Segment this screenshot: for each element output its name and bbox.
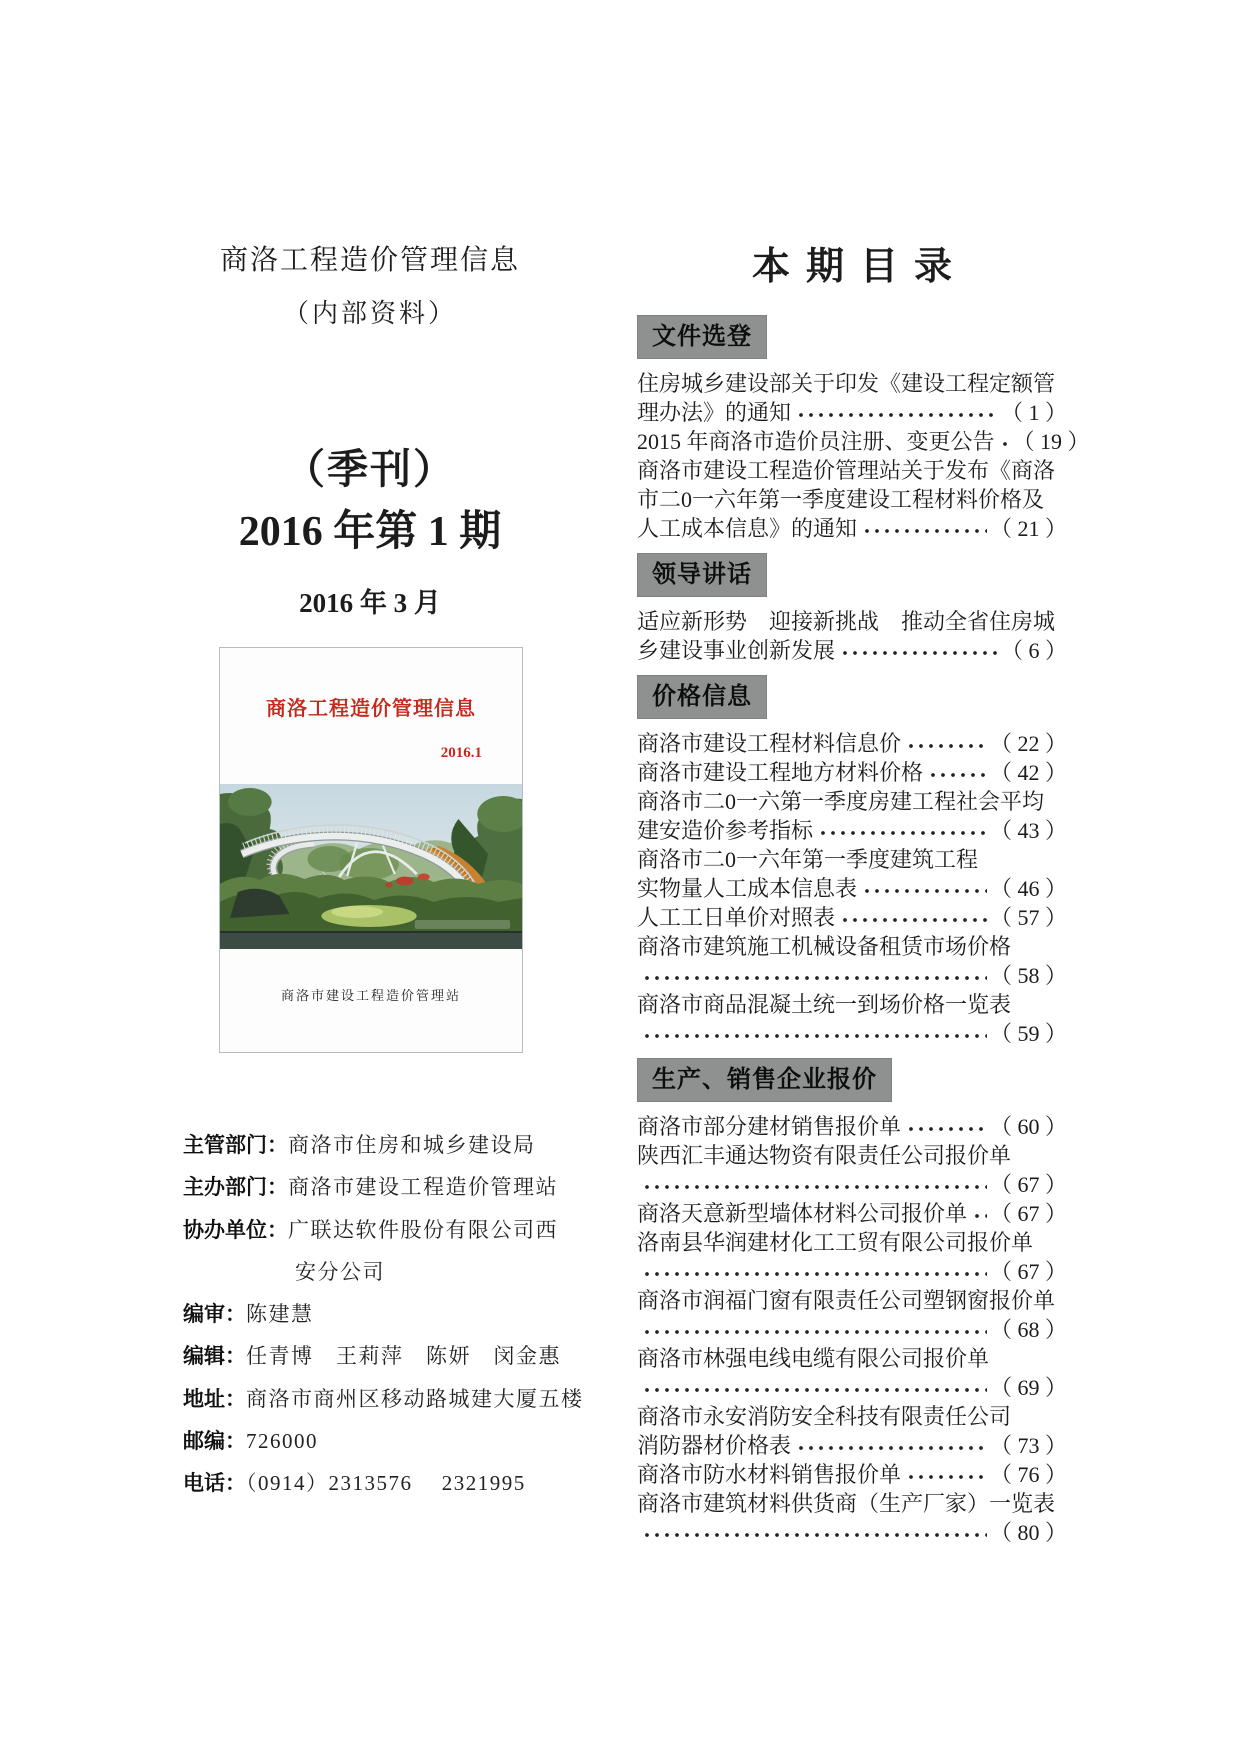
- publication-info-line: [183, 1335, 563, 1377]
- publication-info-value: 商洛市住房和城乡建设局: [288, 1133, 536, 1157]
- toc-section: [637, 543, 1067, 665]
- toc-entry-page: （ 73 ）: [989, 1433, 1067, 1458]
- dot-leader: [926, 758, 987, 787]
- publication-info-line: [183, 1420, 563, 1462]
- toc-section-lines: [637, 607, 1067, 665]
- toc-section-lines: [637, 369, 1090, 543]
- publication-info: [183, 1124, 584, 1505]
- publication-info-value: 陈建慧: [246, 1302, 314, 1327]
- toc-entry-page: （ 21 ）: [989, 516, 1067, 541]
- toc-entry-line: [637, 514, 1067, 543]
- cover-photo-illustration: [220, 784, 522, 949]
- publication-info-label: 邮编：: [183, 1430, 246, 1454]
- toc-entry-text: 市二0一六年第一季度建设工程材料价格及: [637, 487, 1045, 512]
- issue-date: 2016 年 3 月: [299, 588, 441, 618]
- toc-entry-line: [637, 1373, 1067, 1402]
- toc-sections: [637, 315, 1090, 1547]
- toc-entry-text: 商洛市润福门窗有限责任公司塑钢窗报价单: [637, 1288, 1056, 1313]
- toc-entry-text: 商洛市林强电线电缆有限公司报价单: [637, 1346, 990, 1371]
- toc-entry-line: [637, 845, 1067, 874]
- toc-section: [637, 1048, 1067, 1547]
- publication-info-label: 主管部门：: [183, 1134, 288, 1157]
- toc-entry-text: 2015 年商洛市造价员注册、变更公告: [637, 429, 995, 454]
- toc-entry-page: （ 67 ）: [989, 1172, 1067, 1197]
- toc-entry-line: [637, 607, 1067, 636]
- toc-entry-page: （ 67 ）: [989, 1259, 1067, 1284]
- toc-entry-line: [637, 961, 1067, 990]
- dot-leader: [640, 1315, 987, 1344]
- toc-entry-line: [637, 932, 1067, 961]
- toc-entry-text: 商洛市永安消防安全科技有限责任公司: [637, 1404, 1012, 1429]
- dot-leader: [904, 1112, 987, 1141]
- publication-info-line: [183, 1209, 563, 1251]
- toc-entry-line: [637, 1460, 1067, 1489]
- masthead-subtitle: （内部资料）: [282, 299, 457, 328]
- toc-section-header: [637, 553, 767, 597]
- toc-entry-text: 住房城乡建设部关于印发《建设工程定额管: [637, 371, 1056, 396]
- toc-entry-line: [637, 903, 1067, 932]
- publication-info-label: 主办部门：: [183, 1176, 288, 1200]
- toc-entry-text: 人工工日单价对照表: [637, 905, 836, 930]
- publication-info-label: 协办单位：: [183, 1218, 288, 1242]
- toc-entry-line: [637, 1228, 1067, 1257]
- toc-entry-text: 商洛市建设工程地方材料价格: [637, 760, 924, 785]
- dot-leader: [838, 636, 998, 665]
- dot-leader: [640, 1170, 987, 1199]
- dot-leader: [794, 1431, 987, 1460]
- toc-section-lines: [637, 729, 1067, 1048]
- toc-entry-line: [637, 1257, 1067, 1286]
- publication-info-line: [183, 1378, 584, 1420]
- toc-section-header: [637, 315, 767, 359]
- toc-entry-line: [637, 369, 1067, 398]
- dot-leader: [640, 1257, 987, 1286]
- toc-entry-line: [637, 758, 1067, 787]
- dot-leader: [640, 1373, 987, 1402]
- toc-entry-line: [637, 787, 1067, 816]
- toc-entry-page: （ 68 ）: [989, 1317, 1067, 1342]
- toc-entry-page: （ 1 ）: [1000, 400, 1067, 425]
- toc-entry-line: [637, 398, 1067, 427]
- toc-entry-line: [637, 1344, 1067, 1373]
- toc-entry-page: （ 69 ）: [989, 1375, 1067, 1400]
- toc-entry-line: [637, 1199, 1067, 1228]
- toc-entry-text: 商洛天意新型墙体材料公司报价单: [637, 1201, 968, 1226]
- toc-entry-page: （ 60 ）: [989, 1114, 1067, 1139]
- publication-info-value: 商洛市建设工程造价管理站: [288, 1175, 558, 1200]
- dot-leader: [816, 816, 987, 845]
- dot-leader: [640, 1019, 987, 1048]
- toc-entry-page: （ 22 ）: [989, 731, 1067, 756]
- toc-entry-line: [637, 1141, 1067, 1170]
- masthead-title: 商洛工程造价管理信息: [219, 245, 520, 276]
- publication-info-value: 广联达软件股份有限公司西: [288, 1217, 558, 1242]
- cover-thumbnail: [219, 647, 523, 1053]
- toc-entry-page: （ 57 ）: [989, 905, 1067, 930]
- toc-entry-page: （ 59 ）: [989, 1021, 1067, 1046]
- cover-issue-label: 2016.1: [440, 745, 482, 761]
- publication-info-label: 电话：: [183, 1472, 246, 1496]
- toc-entry-line: [637, 729, 1067, 758]
- toc-section: [637, 315, 1090, 543]
- toc-entry-page: （ 58 ）: [989, 963, 1067, 988]
- toc-entry-page: （ 76 ）: [989, 1462, 1067, 1487]
- issue-type: （季刊）: [284, 446, 456, 492]
- toc-entry-line: [637, 1112, 1067, 1141]
- publication-info-value: 726000: [246, 1429, 318, 1454]
- toc-entry-text: 实物量人工成本信息表: [637, 876, 858, 901]
- toc-entry-line: [637, 636, 1067, 665]
- publication-info-value: 商洛市商州区移动路城建大厦五楼: [246, 1386, 584, 1411]
- toc-section-lines: [637, 1112, 1067, 1547]
- toc-entry-page: （ 6 ）: [1000, 638, 1067, 663]
- toc-entry-text: 商洛市二0一六年第一季度建筑工程: [637, 847, 979, 872]
- toc-entry-text: 商洛市二0一六第一季度房建工程社会平均: [637, 789, 1045, 814]
- toc-section: [637, 665, 1067, 1048]
- publication-info-line: [183, 1251, 563, 1293]
- toc-entry-page: （ 43 ）: [989, 818, 1067, 843]
- publication-info-value: 任青博 王莉萍 陈妍 闵金惠: [246, 1344, 561, 1369]
- toc-title: 本期目录: [751, 246, 968, 288]
- toc-entry-text: 人工成本信息》的通知: [637, 516, 858, 541]
- toc-entry-text: 商洛市建筑材料供货商（生产厂家）一览表: [637, 1491, 1056, 1516]
- dot-leader: [998, 427, 1010, 456]
- dot-leader: [860, 874, 987, 903]
- publication-info-line: [183, 1293, 563, 1335]
- toc-entry-text: 乡建设事业创新发展: [637, 638, 836, 663]
- toc-section-header: [637, 675, 767, 719]
- dot-leader: [838, 903, 987, 932]
- toc-section-header-label: 价格信息: [652, 683, 752, 710]
- publication-info-value: 安分公司: [295, 1259, 385, 1284]
- table-of-contents: [637, 245, 1090, 1547]
- publication-info-value: （0914）2313576 2321995: [246, 1471, 526, 1496]
- publication-info-line: [183, 1462, 563, 1504]
- publication-info-label: 编辑：: [183, 1345, 246, 1369]
- toc-entry-line: [637, 1286, 1067, 1315]
- dot-leader: [904, 1460, 987, 1489]
- toc-section-header-label: 领导讲话: [652, 561, 752, 588]
- toc-entry-line: [637, 1431, 1067, 1460]
- toc-entry-text: 商洛市建筑施工机械设备租赁市场价格: [637, 934, 1012, 959]
- toc-section-header-label: 文件选登: [652, 323, 752, 350]
- dot-leader: [640, 1518, 987, 1547]
- cover-organization: 商洛市建设工程造价管理站: [280, 988, 461, 1003]
- toc-entry-text: 商洛市建设工程材料信息价: [637, 731, 902, 756]
- toc-entry-text: 商洛市商品混凝土统一到场价格一览表: [637, 992, 1012, 1017]
- toc-entry-page: （ 46 ）: [989, 876, 1067, 901]
- toc-entry-line: [637, 990, 1067, 1019]
- publication-info-label: 编审：: [183, 1303, 246, 1327]
- toc-entry-page: （ 42 ）: [989, 760, 1067, 785]
- toc-entry-text: 适应新形势 迎接新挑战 推动全省住房城: [637, 609, 1056, 634]
- toc-entry-text: 建安造价参考指标: [637, 818, 814, 843]
- dot-leader: [904, 729, 987, 758]
- toc-entry-line: [637, 485, 1067, 514]
- toc-entry-line: [637, 1019, 1067, 1048]
- toc-entry-line: [637, 427, 1090, 456]
- toc-entry-line: [637, 816, 1067, 845]
- toc-entry-line: [637, 1170, 1067, 1199]
- publication-info-line: [183, 1124, 563, 1166]
- publication-info-label: 地址：: [183, 1387, 246, 1411]
- toc-entry-line: [637, 456, 1067, 485]
- toc-entry-text: 商洛市部分建材销售报价单: [637, 1114, 902, 1139]
- dot-leader: [794, 398, 998, 427]
- toc-entry-line: [637, 874, 1067, 903]
- toc-entry-line: [637, 1489, 1067, 1518]
- dot-leader: [640, 961, 987, 990]
- publication-info-line: [183, 1166, 563, 1208]
- toc-section-header-label: 生产、销售企业报价: [652, 1066, 877, 1093]
- dot-leader: [860, 514, 987, 543]
- toc-entry-text: 商洛市建设工程造价管理站关于发布《商洛: [637, 458, 1056, 483]
- toc-entry-page: （ 67 ）: [989, 1201, 1067, 1226]
- toc-entry-page: （ 80 ）: [989, 1520, 1067, 1545]
- toc-entry-text: 陕西汇丰通达物资有限责任公司报价单: [637, 1143, 1012, 1168]
- toc-entry-text: 商洛市防水材料销售报价单: [637, 1462, 902, 1487]
- cover-title: 商洛工程造价管理信息: [266, 698, 476, 720]
- toc-entry-text: 洛南县华润建材化工工贸有限公司报价单: [637, 1230, 1034, 1255]
- toc-entry-line: [637, 1402, 1067, 1431]
- toc-entry-text: 理办法》的通知: [637, 400, 792, 425]
- toc-entry-page: （ 19 ）: [1012, 429, 1090, 454]
- toc-entry-text: 消防器材价格表: [637, 1433, 792, 1458]
- toc-section-header: [637, 1058, 892, 1102]
- toc-entry-line: [637, 1518, 1067, 1547]
- issue-number: 2016 年第 1 期: [238, 509, 502, 555]
- toc-entry-line: [637, 1315, 1067, 1344]
- dot-leader: [970, 1199, 987, 1228]
